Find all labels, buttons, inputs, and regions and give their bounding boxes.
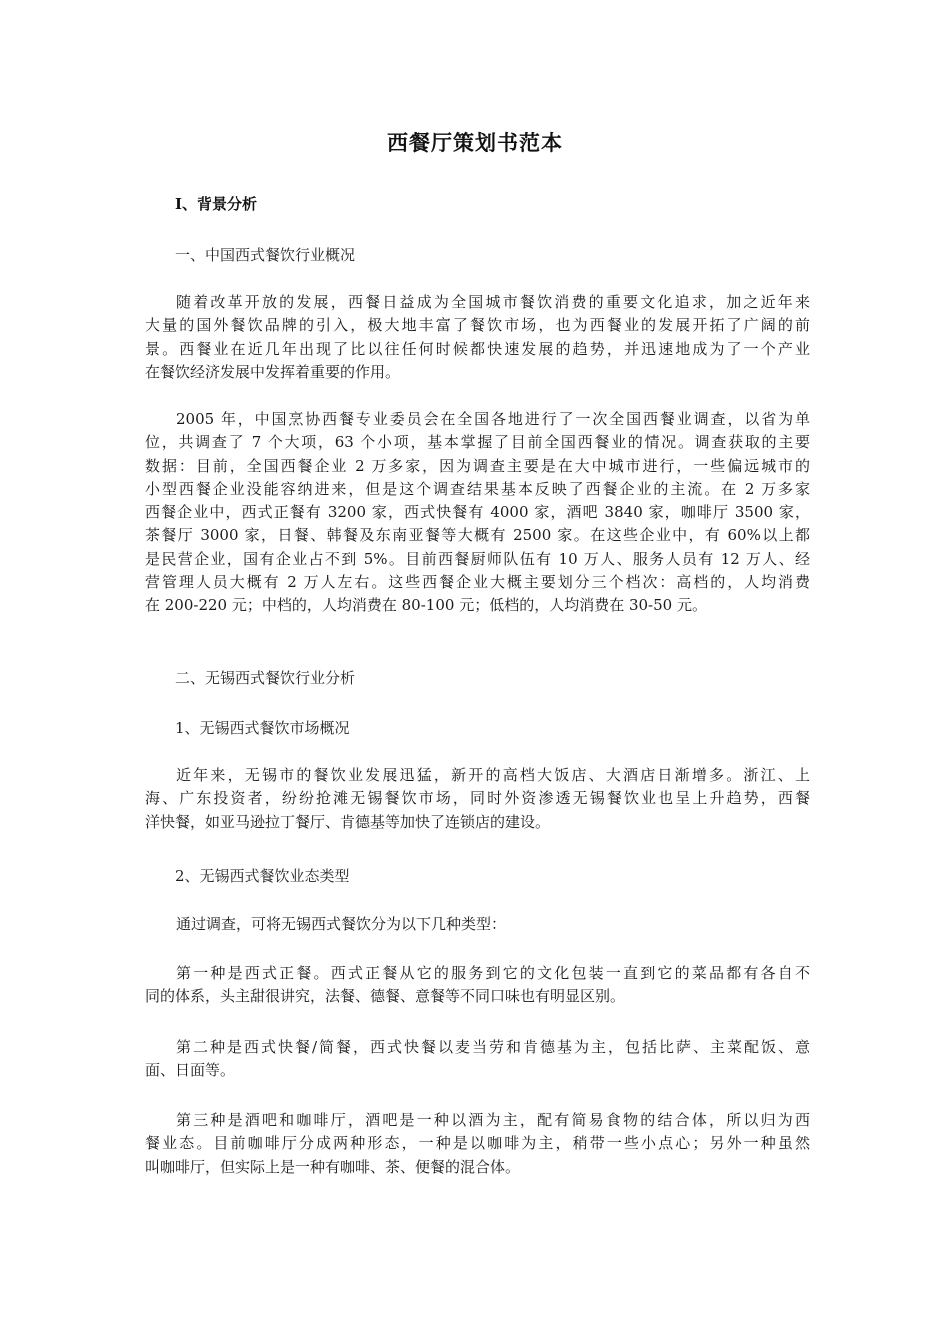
text-line: 是民营企业，国有企业占不到 5%。目前西餐厨师队伍有 10 万人、服务人员有 12 万人、经 (145, 549, 810, 568)
section-heading-background: Ⅰ、背景分析 (175, 195, 258, 213)
paragraph-2 (145, 408, 810, 618)
text-line: 在 200-220 元；中档的，人均消费在 80-100 元；低档的，人均消费在 30-50 元。 (145, 596, 707, 615)
subheading-wuxi-market-overview: 1、无锡西式餐饮市场概况 (175, 719, 350, 737)
text-line: 近年来，无锡市的餐饮业发展迅猛，新开的高档大饭店、大酒店日渐增多。浙江、上 (176, 766, 810, 784)
paragraph-1 (145, 291, 810, 384)
text-line: 位，共调查了 7 个大项，63 个小项，基本掌握了目前全国西餐业的情况。调查获取的主要 (145, 433, 810, 452)
text-line: 餐业态。目前咖啡厅分成两种形态，一种是以咖啡为主，稍带一些小点心；另外一种虽然 (145, 1134, 810, 1153)
subheading-china-western-dining: 一、中国西式餐饮行业概况 (175, 246, 356, 264)
text-line: 小型西餐企业没能容纳进来，但是这个调查结果基本反映了西餐企业的主流。在 2 万多家 (145, 479, 810, 498)
paragraph-7 (145, 1109, 810, 1179)
text-line: 第二种是西式快餐/简餐，西式快餐以麦当劳和肯德基为主，包括比萨、主菜配饭、意 (176, 1038, 810, 1056)
text-line: 海、广东投资者，纷纷抢滩无锡餐饮市场，同时外资渗透无锡餐饮业也呈上升趋势，西餐 (145, 789, 810, 808)
text-line: 数据：目前，全国西餐企业 2 万多家，因为调查主要是在大中城市进行，一些偏远城市的 (145, 456, 810, 475)
text-line: 茶餐厅 3000 家，日餐、韩餐及东南亚餐等大概有 2500 家。在这些企业中，有 60%以上都 (145, 526, 811, 545)
text-line: 2005 年，中国烹协西餐专业委员会在全国各地进行了一次全国西餐业调查，以省为单 (176, 410, 810, 428)
text-line: 随着改革开放的发展，西餐日益成为全国城市餐饮消费的重要文化追求，加之近年来 (176, 293, 810, 311)
text-line: 通过调查，可将无锡西式餐饮分为以下几种类型： (176, 915, 507, 933)
paragraph-6 (145, 1036, 810, 1083)
text-line: 营管理人员大概有 2 万人左右。这些西餐企业大概主要划分三个档次：高档的，人均消费 (145, 573, 810, 592)
subheading-wuxi-analysis: 二、无锡西式餐饮行业分析 (175, 669, 356, 687)
text-line: 洋快餐，如亚马逊拉丁餐厅、肯德基等加快了连锁店的建设。 (145, 812, 551, 831)
document-title: 西餐厅策划书范本 (387, 130, 563, 155)
text-line: 同的体系，头主甜很讲究，法餐、德餐、意餐等不同口味也有明显区别。 (145, 987, 626, 1006)
subheading-wuxi-business-types: 2、无锡西式餐饮业态类型 (175, 867, 350, 885)
text-line: 大量的国外餐饮品牌的引入，极大地丰富了餐饮市场，也为西餐业的发展开拓了广阔的前 (145, 316, 810, 335)
text-line: 第一种是西式正餐。西式正餐从它的服务到它的文化包装一直到它的菜品都有各自不 (176, 964, 810, 982)
text-line: 第三种是酒吧和咖啡厅，酒吧是一种以酒为主，配有简易食物的结合体，所以归为西 (176, 1111, 810, 1129)
paragraph-4 (145, 913, 810, 936)
text-line: 景。西餐业在近几年出现了比以往任何时候都快速发展的趋势，并迅速地成为了一个产业 (145, 339, 810, 358)
text-line: 在餐饮经济发展中发挥着重要的作用。 (145, 362, 401, 381)
text-line: 西餐企业中，西式正餐有 3200 家，西式快餐有 4000 家，酒吧 3840 家，咖啡厅 3500 家， (145, 503, 810, 522)
text-line: 面、日面等。 (145, 1061, 236, 1080)
paragraph-5 (145, 962, 810, 1009)
text-line: 叫咖啡厅，但实际上是一种有咖啡、茶、便餐的混合体。 (145, 1157, 521, 1176)
paragraph-3 (145, 764, 810, 834)
